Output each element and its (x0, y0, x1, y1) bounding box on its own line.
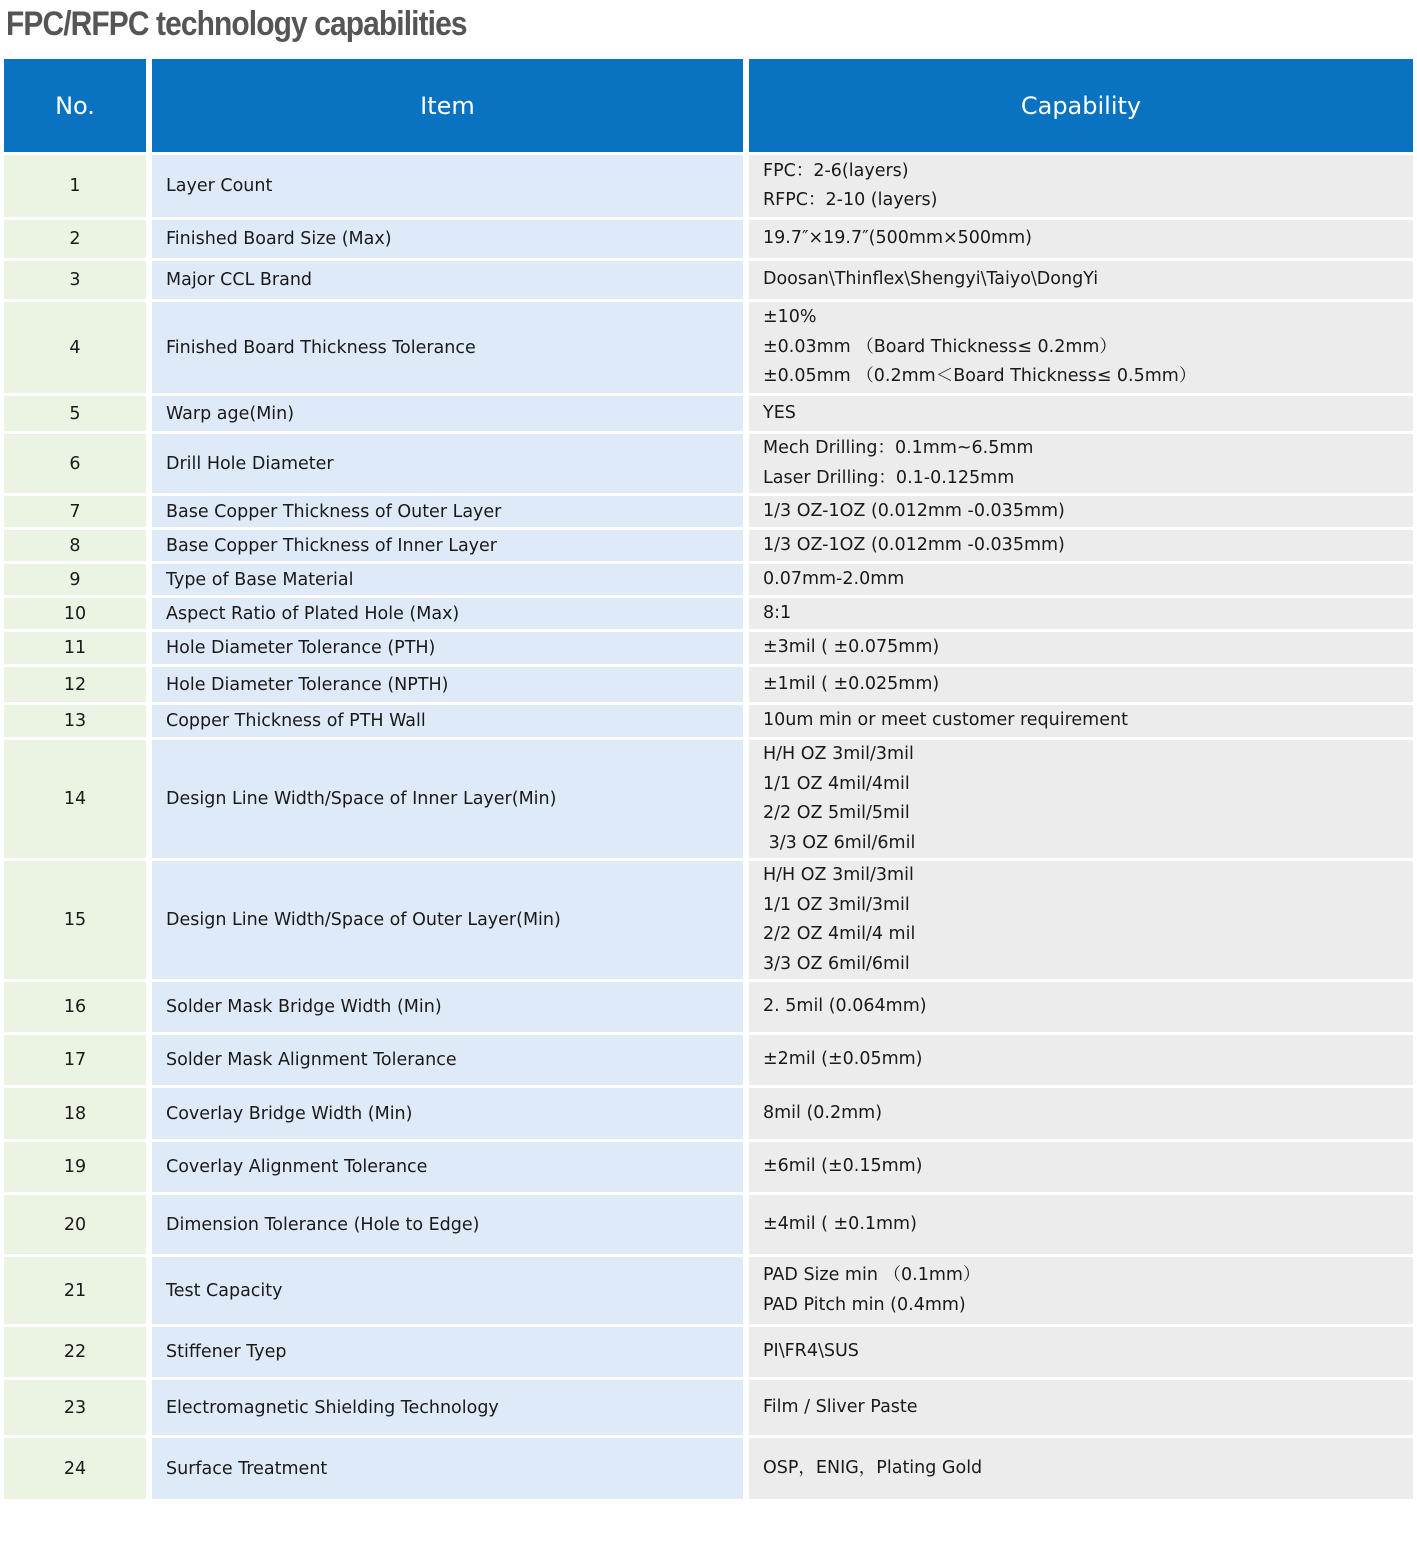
row-capability (749, 155, 1413, 217)
row-item: Dimension Tolerance (Hole to Edge) (152, 1195, 743, 1254)
capability-line: YES (763, 402, 796, 423)
row-capability (749, 705, 1413, 737)
row-item: Test Capacity (152, 1257, 743, 1324)
row-capability (749, 861, 1413, 979)
row-no: 20 (4, 1195, 146, 1254)
capability-line: FPC：2-6(layers) (763, 160, 909, 181)
header-capability: Capability (749, 59, 1413, 152)
row-no: 5 (4, 396, 146, 431)
row-no: 21 (4, 1257, 146, 1324)
row-item: Warp age(Min) (152, 396, 743, 431)
row-capability (749, 667, 1413, 702)
capability-line: ±1mil ( ±0.025mm) (763, 673, 940, 694)
row-no: 9 (4, 564, 146, 595)
row-capability (749, 220, 1413, 258)
row-capability (749, 1088, 1413, 1139)
capability-line: PAD Size min （0.1mm） (763, 1265, 981, 1285)
capability-line: 0.07mm-2.0mm (763, 568, 905, 589)
capability-line: OSP，ENIG，Plating Gold (763, 1457, 983, 1478)
capability-line: 3/3 OZ 6mil/6mil (763, 953, 910, 974)
row-no: 4 (4, 302, 146, 393)
capability-line: H/H OZ 3mil/3mil (763, 744, 914, 764)
row-item: Finished Board Size (Max) (152, 220, 743, 258)
capability-line: RFPC：2-10 (layers) (763, 190, 938, 210)
row-no: 11 (4, 632, 146, 664)
capabilities-table (4, 59, 1413, 1499)
capability-line: Laser Drilling：0.1-0.125mm (763, 467, 1015, 488)
capability-line: 1/1 OZ 3mil/3mil (763, 894, 910, 915)
capability-line: 2/2 OZ 5mil/5mil (763, 803, 910, 823)
row-capability (749, 632, 1413, 664)
row-item: Type of Base Material (152, 564, 743, 595)
capability-line: Mech Drilling：0.1mm~6.5mm (763, 438, 1034, 458)
capability-line: ±3mil ( ±0.075mm) (763, 637, 940, 658)
row-capability (749, 396, 1413, 431)
capability-line: Doosan\Thinflex\Shengyi\Taiyo\DongYi (763, 269, 1099, 290)
row-capability (749, 1035, 1413, 1085)
row-no: 18 (4, 1088, 146, 1139)
row-capability (749, 1438, 1413, 1499)
row-capability (749, 1195, 1413, 1254)
capability-line: 3/3 OZ 6mil/6mil (763, 832, 916, 853)
row-capability (749, 1257, 1413, 1324)
row-capability (749, 598, 1413, 629)
row-item: Layer Count (152, 155, 743, 217)
row-item: Electromagnetic Shielding Technology (152, 1380, 743, 1435)
row-no: 2 (4, 220, 146, 258)
row-no: 6 (4, 434, 146, 493)
row-no: 12 (4, 667, 146, 702)
capability-line: ±4mil ( ±0.1mm) (763, 1213, 917, 1234)
row-item: Base Copper Thickness of Inner Layer (152, 530, 743, 561)
row-capability (749, 1380, 1413, 1435)
capability-line: ±10% (763, 307, 817, 328)
row-item: Surface Treatment (152, 1438, 743, 1499)
capability-line: 1/3 OZ-1OZ (0.012mm -0.035mm) (763, 500, 1065, 521)
row-capability (749, 740, 1413, 858)
row-no: 1 (4, 155, 146, 217)
row-no: 22 (4, 1327, 146, 1377)
row-item: Finished Board Thickness Tolerance (152, 302, 743, 393)
capability-line: 19.7″×19.7″(500mm×500mm) (763, 228, 1032, 249)
row-item: Design Line Width/Space of Outer Layer(Min) (152, 861, 743, 979)
capability-line: PAD Pitch min (0.4mm) (763, 1294, 966, 1315)
capability-line: ±2mil (±0.05mm) (763, 1049, 923, 1070)
row-no: 7 (4, 496, 146, 527)
capability-line: 2. 5mil (0.064mm) (763, 996, 927, 1017)
row-item: Major CCL Brand (152, 261, 743, 299)
row-item: Hole Diameter Tolerance (NPTH) (152, 667, 743, 702)
row-no: 14 (4, 740, 146, 858)
capability-line: Film / Sliver Paste (763, 1396, 918, 1417)
row-item: Stiffener Tyep (152, 1327, 743, 1377)
capability-line: 2/2 OZ 4mil/4 mil (763, 924, 916, 944)
capability-line: ±6mil (±0.15mm) (763, 1156, 923, 1177)
row-capability (749, 434, 1413, 493)
row-no: 10 (4, 598, 146, 629)
row-item: Aspect Ratio of Plated Hole (Max) (152, 598, 743, 629)
row-item: Copper Thickness of PTH Wall (152, 705, 743, 737)
row-item: Solder Mask Alignment Tolerance (152, 1035, 743, 1085)
row-no: 15 (4, 861, 146, 979)
capability-line: 8mil (0.2mm) (763, 1102, 883, 1123)
row-item: Design Line Width/Space of Inner Layer(Min) (152, 740, 743, 858)
row-capability (749, 982, 1413, 1032)
row-capability (749, 564, 1413, 595)
capability-line: 1/3 OZ-1OZ (0.012mm -0.035mm) (763, 534, 1065, 555)
row-item: Base Copper Thickness of Outer Layer (152, 496, 743, 527)
row-no: 13 (4, 705, 146, 737)
page-title: FPC/RFPC technology capabilities (6, 5, 467, 43)
row-capability (749, 1142, 1413, 1192)
capability-line: PI\FR4\SUS (763, 1341, 859, 1362)
row-capability (749, 261, 1413, 299)
row-no: 17 (4, 1035, 146, 1085)
header-item: Item (152, 59, 743, 152)
capability-line: H/H OZ 3mil/3mil (763, 865, 914, 885)
row-capability (749, 302, 1413, 393)
row-capability (749, 1327, 1413, 1377)
capability-line: 8:1 (763, 602, 792, 623)
row-no: 3 (4, 261, 146, 299)
row-capability (749, 496, 1413, 527)
row-no: 19 (4, 1142, 146, 1192)
row-capability (749, 530, 1413, 561)
header-no: No. (4, 59, 146, 152)
capability-line: 1/1 OZ 4mil/4mil (763, 773, 910, 794)
row-no: 23 (4, 1380, 146, 1435)
row-no: 8 (4, 530, 146, 561)
row-no: 24 (4, 1438, 146, 1499)
row-item: Coverlay Bridge Width (Min) (152, 1088, 743, 1139)
capability-line: 10um min or meet customer requirement (763, 710, 1128, 731)
row-item: Hole Diameter Tolerance (PTH) (152, 632, 743, 664)
capability-line: ±0.03mm （Board Thickness≤ 0.2mm） (763, 336, 1117, 357)
row-item: Drill Hole Diameter (152, 434, 743, 493)
row-item: Solder Mask Bridge Width (Min) (152, 982, 743, 1032)
row-no: 16 (4, 982, 146, 1032)
row-item: Coverlay Alignment Tolerance (152, 1142, 743, 1192)
capability-line: ±0.05mm （0.2mm＜Board Thickness≤ 0.5mm） (763, 366, 1197, 387)
